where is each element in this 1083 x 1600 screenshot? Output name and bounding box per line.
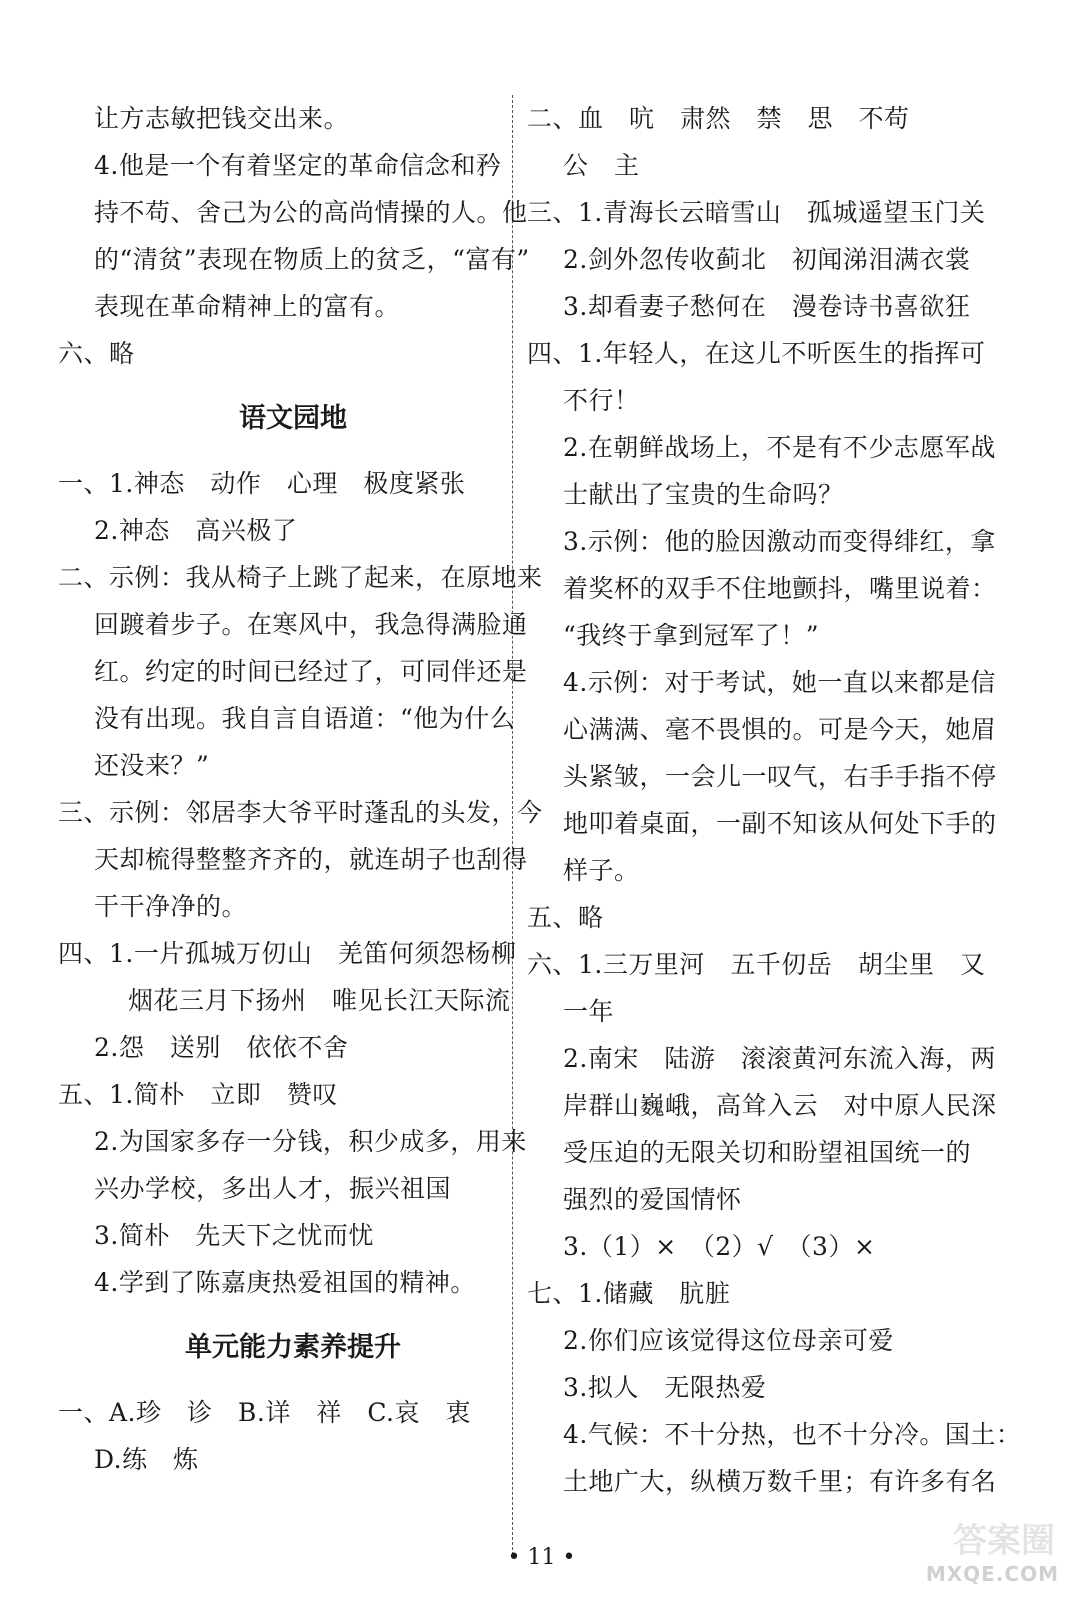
text-line: 士献出了宝贵的生命吗？ <box>563 480 844 509</box>
text-line: 五、1.简朴 立即 赞叹 <box>58 1080 338 1109</box>
text-line: 红。约定的时间已经过了，可同伴还是 <box>94 657 528 686</box>
left-column <box>58 95 543 1483</box>
text-line: 烟花三月下扬州 唯见长江天际流 <box>128 986 511 1015</box>
text-line: 不行！ <box>563 386 640 415</box>
text-line: 表现在革命精神上的富有。 <box>94 292 401 321</box>
text-line: 样子。 <box>563 856 640 885</box>
text-line: 土地广大，纵横万数千里；有许多有名 <box>563 1467 997 1496</box>
section-heading: 单元能力素养提升 <box>185 1332 401 1363</box>
watermark-url: MXQE.COM <box>925 1562 1059 1586</box>
text-line: 4.示例：对于考试，她一直以来都是信 <box>563 668 996 697</box>
text-line: 2.神态 高兴极了 <box>94 516 298 545</box>
text-line: 公 主 <box>563 151 640 180</box>
text-line: 2.你们应该觉得这位母亲可爱 <box>563 1326 894 1355</box>
section-heading: 语文园地 <box>239 403 347 434</box>
text-line: 2.南宋 陆游 滚滚黄河东流入海，两 <box>563 1044 996 1073</box>
text-line: 一、A.珍 诊 B.详 祥 C.哀 衷 <box>58 1398 472 1427</box>
text-line: 干干净净的。 <box>94 892 248 921</box>
text-line: 七、1.储藏 肮脏 <box>527 1279 731 1308</box>
text-line: 心满满、毫不畏惧的。可是今天，她眉 <box>563 715 997 744</box>
text-line: 四、1.年轻人，在这儿不听医生的指挥可 <box>527 339 986 368</box>
text-line: 四、1.一片孤城万仞山 羌笛何须怨杨柳 <box>58 939 517 968</box>
text-line: 六、1.三万里河 五千仞岳 胡尘里 又 <box>527 950 986 979</box>
text-line: 3.（1）× （2）√ （3）× <box>563 1232 876 1261</box>
text-line: 岸群山巍峨，高耸入云 对中原人民深 <box>563 1091 997 1120</box>
text-line: 兴办学校，多出人才，振兴祖国 <box>94 1174 452 1203</box>
text-line: 4.他是一个有着坚定的革命信念和矜 <box>94 151 502 180</box>
text-line: 3.却看妻子愁何在 漫卷诗书喜欲狂 <box>563 292 971 321</box>
text-line: 没有出现。我自言自语道：“他为什么 <box>94 704 516 733</box>
text-line: 3.简朴 先天下之忧而忧 <box>94 1221 374 1250</box>
text-line: 三、示例：邻居李大爷平时蓬乱的头发，今 <box>58 798 543 827</box>
text-line: 地叩着桌面，一副不知该从何处下手的 <box>563 809 997 838</box>
text-line: 4.学到了陈嘉庚热爱祖国的精神。 <box>94 1268 476 1297</box>
text-line: 的“清贫”表现在物质上的贫乏，“富有” <box>94 245 530 274</box>
text-line: 还没来？” <box>94 751 210 780</box>
text-line: 2.为国家多存一分钱，积少成多，用来 <box>94 1127 527 1156</box>
text-line: 一年 <box>563 997 615 1026</box>
watermark-logo <box>923 1521 1073 1592</box>
text-line: 天却梳得整整齐齐的，就连胡子也刮得 <box>94 845 528 874</box>
text-line: 二、血 吭 肃然 禁 思 不苟 <box>527 104 910 133</box>
text-line: D.练 炼 <box>94 1445 199 1474</box>
text-line: 回踱着步子。在寒风中，我急得满脸通 <box>94 610 528 639</box>
text-line: 2.怨 送别 依依不舍 <box>94 1033 349 1062</box>
watermark-cn: 答案圈 <box>953 1521 1055 1561</box>
text-line: 头紧皱，一会儿一叹气，右手手指不停 <box>563 762 997 791</box>
text-line: 持不苟、舍己为公的高尚情操的人。他 <box>94 198 528 227</box>
text-line: 三、1.青海长云暗雪山 孤城遥望玉门关 <box>527 198 986 227</box>
text-line: “我终于拿到冠军了！” <box>563 621 820 650</box>
text-line: 2.剑外忽传收蓟北 初闻涕泪满衣裳 <box>563 245 971 274</box>
right-column <box>527 95 1022 1505</box>
text-line: 二、示例：我从椅子上跳了起来，在原地来 <box>58 563 543 592</box>
text-line: 五、略 <box>527 903 604 932</box>
text-line: 着奖杯的双手不住地颤抖，嘴里说着： <box>563 574 997 603</box>
text-line: 3.示例：他的脸因激动而变得绯红，拿 <box>563 527 996 556</box>
text-line: 2.在朝鲜战场上，不是有不少志愿军战 <box>563 433 996 462</box>
text-line: 4.气候：不十分热，也不十分冷。国土： <box>563 1420 1022 1449</box>
text-line: 受压迫的无限关切和盼望祖国统一的 <box>563 1138 972 1167</box>
text-line: 强烈的爱国情怀 <box>563 1185 742 1214</box>
text-line: 六、略 <box>58 339 135 368</box>
page-number: • 11 • <box>507 1545 576 1570</box>
text-line: 3.拟人 无限热爱 <box>563 1373 767 1402</box>
text-line: 一、1.神态 动作 心理 极度紧张 <box>58 469 466 498</box>
text-line: 让方志敏把钱交出来。 <box>94 104 350 133</box>
